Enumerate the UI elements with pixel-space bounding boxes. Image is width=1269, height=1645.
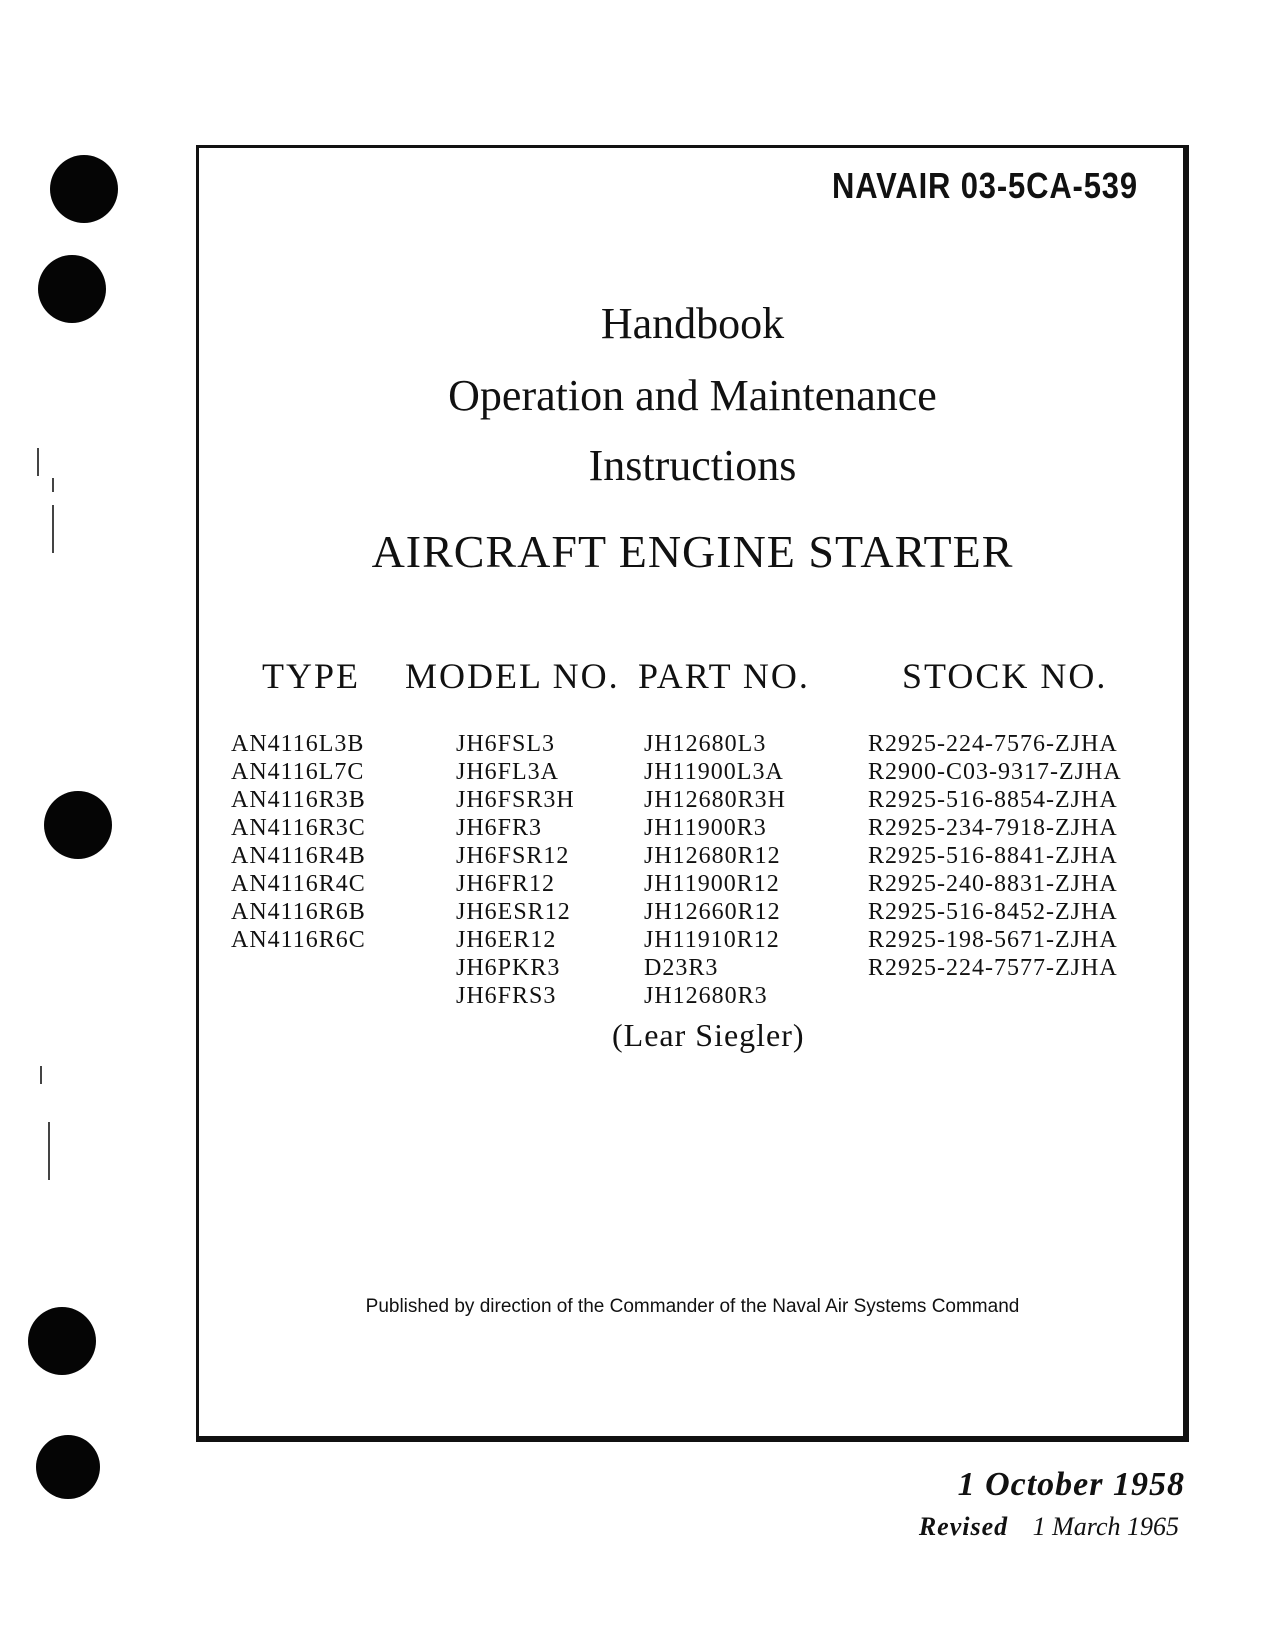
type-cell: AN4116R6B bbox=[231, 899, 366, 925]
model-cell: JH6FR3 bbox=[456, 815, 543, 841]
part-cell: JH11900R12 bbox=[644, 871, 780, 897]
revised-date: 1 March 1965 bbox=[1032, 1512, 1179, 1541]
binder-hole bbox=[38, 255, 106, 323]
part-cell: JH12680R3H bbox=[644, 787, 787, 813]
part-cell: JH12680L3 bbox=[644, 731, 767, 757]
scan-speck bbox=[48, 1122, 50, 1180]
type-cell: AN4116R4B bbox=[231, 843, 366, 869]
stock-cell: R2925-240-8831-ZJHA bbox=[868, 871, 1118, 897]
part-cell: JH12680R3 bbox=[644, 983, 768, 1009]
model-cell: JH6FSR3H bbox=[456, 787, 575, 813]
column-header-stock: STOCK NO. bbox=[902, 656, 1108, 696]
type-cell: AN4116R3B bbox=[231, 787, 366, 813]
part-cell: JH11900R3 bbox=[644, 815, 767, 841]
stock-cell: R2925-224-7576-ZJHA bbox=[868, 731, 1118, 757]
type-cell: AN4116L3B bbox=[231, 731, 365, 757]
type-cell: AN4116R3C bbox=[231, 815, 366, 841]
revision-line bbox=[919, 1512, 1179, 1542]
stock-cell: R2925-516-8854-ZJHA bbox=[868, 787, 1118, 813]
title-instructions: Instructions bbox=[588, 441, 797, 490]
part-column bbox=[644, 730, 786, 1010]
scan-speck bbox=[52, 478, 54, 492]
title-operation-maintenance: Operation and Maintenance bbox=[448, 371, 937, 420]
model-cell: JH6FRS3 bbox=[456, 983, 557, 1009]
publication-date: 1 October 1958 bbox=[957, 1466, 1185, 1503]
part-cell: JH12680R12 bbox=[644, 843, 781, 869]
publisher-note: Published by direction of the Commander of the Naval Air Systems Command bbox=[365, 1296, 1020, 1317]
model-cell: JH6FSL3 bbox=[456, 731, 556, 757]
column-header-model: MODEL NO. bbox=[405, 656, 620, 696]
stock-cell: R2925-516-8841-ZJHA bbox=[868, 843, 1118, 869]
model-cell: JH6FL3A bbox=[456, 759, 560, 785]
model-cell: JH6PKR3 bbox=[456, 955, 561, 981]
main-title: AIRCRAFT ENGINE STARTER bbox=[371, 526, 1014, 577]
type-cell: AN4116R6C bbox=[231, 927, 366, 953]
model-column bbox=[456, 730, 575, 1010]
model-cell: JH6FR12 bbox=[456, 871, 556, 897]
stock-cell: R2925-224-7577-ZJHA bbox=[868, 955, 1118, 981]
stock-cell: R2925-516-8452-ZJHA bbox=[868, 899, 1118, 925]
column-header-part: PART NO. bbox=[638, 656, 810, 696]
binder-hole bbox=[28, 1307, 96, 1375]
model-cell: JH6ER12 bbox=[456, 927, 557, 953]
part-cell: JH12660R12 bbox=[644, 899, 781, 925]
binder-hole bbox=[44, 791, 112, 859]
type-column bbox=[231, 730, 366, 954]
type-cell: AN4116L7C bbox=[231, 759, 365, 785]
model-cell: JH6ESR12 bbox=[456, 899, 571, 925]
binder-hole bbox=[36, 1435, 100, 1499]
stock-column bbox=[868, 730, 1122, 982]
document-number: NAVAIR 03-5CA-539 bbox=[832, 165, 1138, 206]
stock-cell: R2900-C03-9317-ZJHA bbox=[868, 759, 1122, 785]
binder-hole bbox=[50, 155, 118, 223]
stock-cell: R2925-234-7918-ZJHA bbox=[868, 815, 1118, 841]
part-cell: JH11910R12 bbox=[644, 927, 780, 953]
column-header-type: TYPE bbox=[262, 656, 360, 696]
type-cell: AN4116R4C bbox=[231, 871, 366, 897]
scan-speck bbox=[40, 1066, 42, 1084]
revised-label: Revised bbox=[918, 1512, 1009, 1541]
stock-cell: R2925-198-5671-ZJHA bbox=[868, 927, 1118, 953]
model-cell: JH6FSR12 bbox=[456, 843, 570, 869]
part-cell: JH11900L3A bbox=[644, 759, 784, 785]
manufacturer-label: (Lear Siegler) bbox=[612, 1017, 805, 1053]
scan-speck bbox=[52, 505, 54, 553]
title-handbook: Handbook bbox=[600, 299, 785, 348]
part-cell: D23R3 bbox=[644, 955, 719, 981]
scan-speck bbox=[37, 448, 39, 476]
